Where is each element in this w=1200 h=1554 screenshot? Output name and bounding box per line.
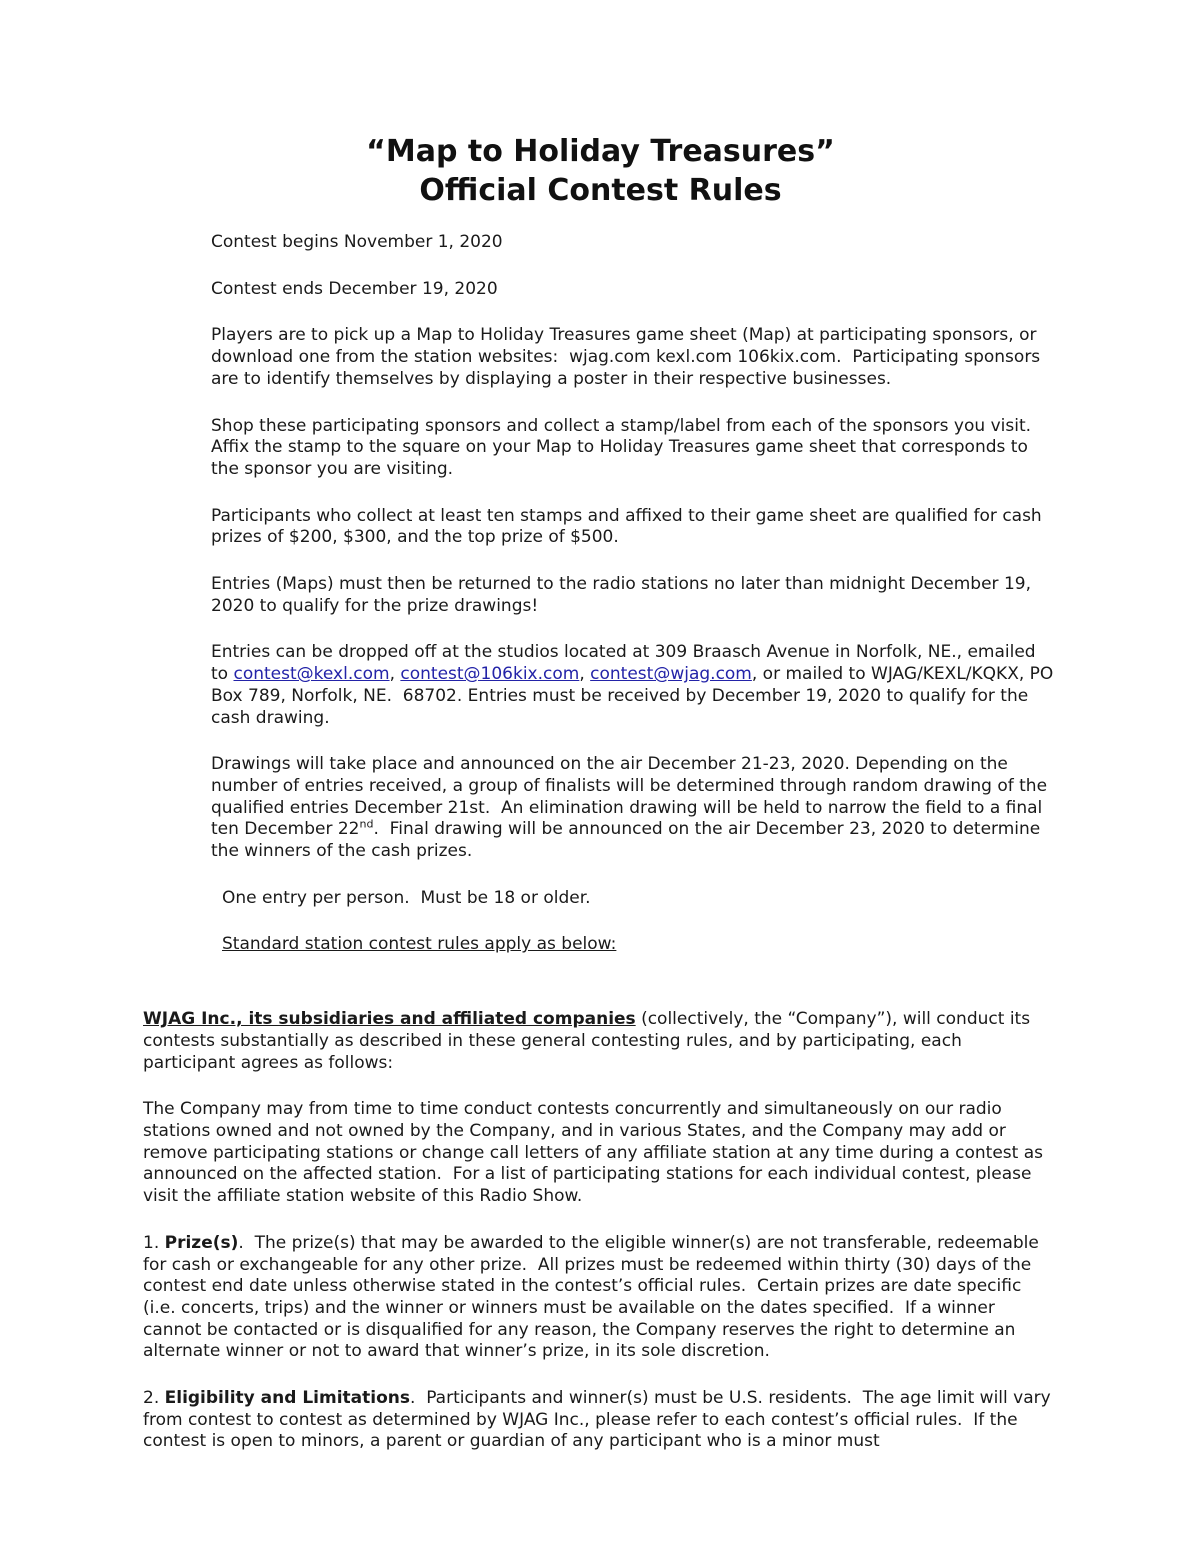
paragraph-players: Players are to pick up a Map to Holiday Treasures game sheet (Map) at participating sponsors, or download one from the station websites: wjag.com kexl.com 106kix.com. Participating sponsors are to identify themselves by displaying a poster in their respective businesses. bbox=[211, 325, 1046, 389]
paragraph-drawings bbox=[211, 754, 1058, 863]
paragraph-contest-ends: Contest ends December 19, 2020 bbox=[211, 278, 498, 299]
paragraph-rule-prizes bbox=[143, 1233, 1058, 1363]
standard-rules-underlined-text: Standard station contest rules apply as below: bbox=[222, 934, 617, 955]
paragraph-one-entry: One entry per person. Must be 18 or older. bbox=[222, 887, 591, 908]
drawings-text-pre: Drawings will take place and announced on the air December 21-23, 2020. Depending on the number of entries received, a group of finalists will be determined through random drawing of the qualified entries December 21st. An elimination drawing will be held to narrow the field to a final ten December 22 bbox=[211, 754, 1053, 840]
paragraph-contest-begins: Contest begins November 1, 2020 bbox=[211, 232, 503, 252]
rule-eligibility-number: 2. bbox=[143, 1388, 165, 1409]
rule-eligibility-body: . Participants and winner(s) must be U.S. residents. The age limit will vary from contest to contest as determined by WJAG Inc., please refer to each contest’s official rules. If the contest is open to minors, a parent or guardian of any participant who is a minor must bbox=[143, 1388, 1057, 1452]
paragraph-participants-stamps: Participants who collect at least ten stamps and affixed to their game sheet are qualified for cash prizes of $200, $300, and the top prize of $500. bbox=[211, 505, 1048, 548]
email-link-106kix[interactable]: contest@106kix.com bbox=[400, 664, 580, 685]
document-title-line2: Official Contest Rules bbox=[419, 173, 782, 208]
rule-prizes-body: . The prize(s) that may be awarded to the eligible winner(s) are not transferable, redeemable for cash or exchangeable for any other prize. All prizes must be redeemed within thirty (30) days of the contest end date unless otherwise stated in the contest’s official rules. Certain prizes are date specific (i.e. concerts, trips) and the winner or winners must be available on the dates specified. If a winner cannot be contacted or is disqualified for any reason, the Company reserves the right to determine an alternate winner or not to award that winner’s prize, in its sole discretion. bbox=[143, 1232, 1045, 1362]
ordinal-superscript: nd bbox=[359, 817, 374, 831]
rule-prizes-heading: Prize(s) bbox=[164, 1232, 239, 1253]
paragraph-standard-rules bbox=[222, 934, 1058, 956]
company-intro-heading: WJAG Inc., its subsidiaries and affiliated companies bbox=[143, 1009, 636, 1030]
drawings-text-post: . Final drawing will be announced on the air December 23, 2020 to determine the winners of the cash prizes. bbox=[211, 819, 1046, 862]
paragraph-company-intro bbox=[143, 1009, 1058, 1074]
rule-eligibility-heading: Eligibility and Limitations bbox=[164, 1388, 410, 1409]
rule-prizes-number: 1. bbox=[143, 1232, 165, 1253]
entries-dropoff-text-post: , or mailed to WJAG/KEXL/KQKX, PO Box 789, Norfolk, NE. 68702. Entries must be received by December 19, 2020 to qualify for the cash drawing. bbox=[211, 664, 1059, 728]
company-intro-text: (collectively, the “Company”), will conduct its contests substantially as described in these general contesting rules, and by participating, each participant agrees as follows: bbox=[143, 1009, 1036, 1073]
email-link-kexl[interactable]: contest@kexl.com bbox=[233, 664, 390, 685]
email-link-wjag[interactable]: contest@wjag.com bbox=[590, 664, 752, 685]
section-divider-gap bbox=[143, 981, 1058, 1009]
paragraph-company-stations: The Company may from time to time conduct contests concurrently and simultaneously on our radio stations owned and not owned by the Company, and in various States, and the Company may add or remove participating stations or change call letters of any affiliate station at any time during a contest as announced on the affected station. For a list of participating stations for each individual contest, please visit the affiliate station website of this Radio Show. bbox=[143, 1099, 1049, 1207]
paragraph-entries-return: Entries (Maps) must then be returned to the radio stations no later than midnight December 19, 2020 to qualify for the prize drawings! bbox=[211, 574, 1037, 616]
paragraph-shop-sponsors: Shop these participating sponsors and collect a stamp/label from each of the sponsors you visit. Affix the stamp to the square on your Map to Holiday Treasures game sheet that corresponds to the sponsor you are visiting. bbox=[211, 415, 1042, 479]
entries-dropoff-separator1: , bbox=[389, 664, 401, 685]
entries-dropoff-separator2: , bbox=[579, 664, 591, 685]
entries-dropoff-text-pre: Entries can be dropped off at the studios located at 309 Braasch Avenue in Norfolk, NE., emailed to bbox=[211, 642, 1041, 685]
paragraph-rule-eligibility bbox=[143, 1388, 1058, 1453]
document-title bbox=[143, 132, 1058, 210]
paragraph-entries-dropoff bbox=[211, 642, 1058, 729]
document-title-line1: “Map to Holiday Treasures” bbox=[366, 134, 835, 169]
